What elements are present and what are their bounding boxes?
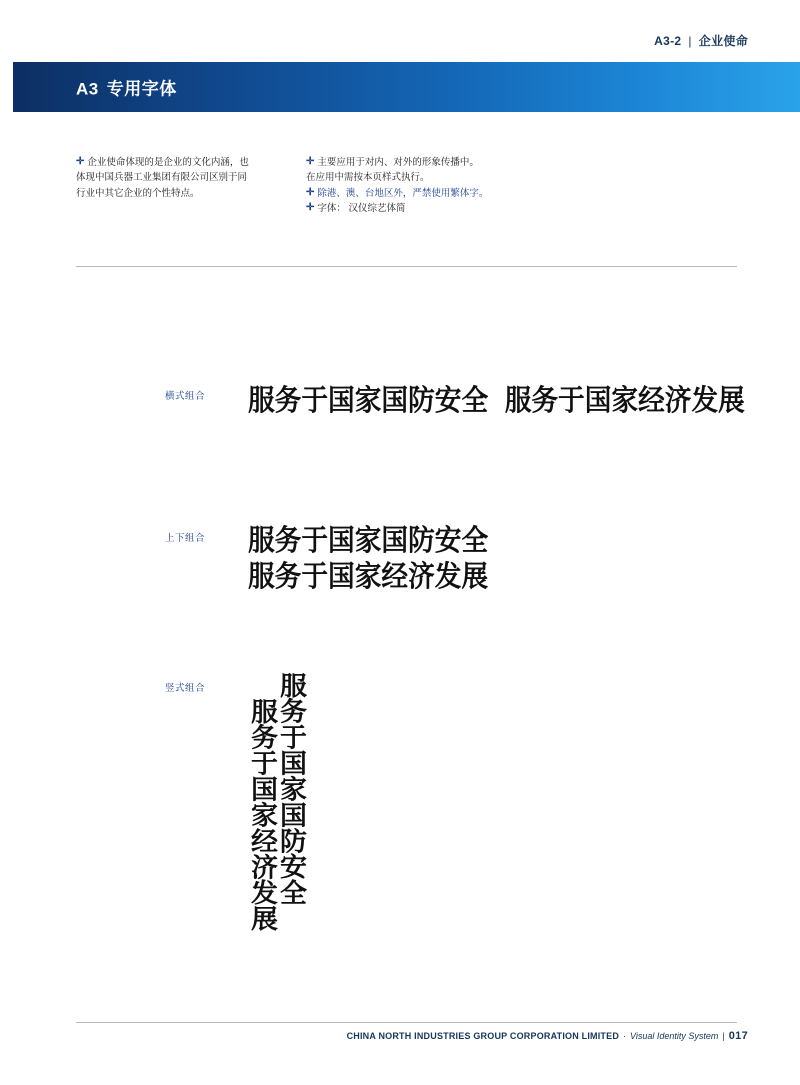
specimen-line-b: 服务于国家经济发展 xyxy=(246,698,277,932)
specimen-text-stacked xyxy=(248,522,488,595)
note-text xyxy=(317,201,726,216)
notes-column-right xyxy=(306,155,726,217)
note-line-text: 除港、澳、台地区外，严禁使用繁体字。 xyxy=(317,187,489,199)
specimen-text-horizontal xyxy=(248,378,745,419)
plus-icon: ✛ xyxy=(306,186,315,198)
specimen-line-b: 服务于国家经济发展 xyxy=(248,559,489,594)
running-head-separator: | xyxy=(688,33,692,48)
note-text xyxy=(76,186,306,201)
specimen-text-vertical xyxy=(248,672,304,941)
running-head-title: 企业使命 xyxy=(698,34,748,48)
note-text xyxy=(317,155,726,170)
specimen-label-horizontal: 横式组合 xyxy=(165,391,206,402)
note-item xyxy=(76,170,306,185)
note-line-text: 主要应用于对内、对外的形象传播中。 xyxy=(317,157,479,168)
running-head xyxy=(654,32,748,49)
note-item xyxy=(306,155,726,170)
plus-icon: ✛ xyxy=(306,156,315,167)
specimen-label-vertical: 竖式组合 xyxy=(165,683,206,694)
specimen-line-a: 服务于国家国防安全 xyxy=(248,523,489,557)
running-head-code: A3-2 xyxy=(654,33,682,48)
specimen-line-a: 服务于国家国防安全 xyxy=(275,672,306,906)
note-line-text: 企业使命体现的是企业的文化内涵，也 xyxy=(87,157,249,168)
note-item xyxy=(76,186,306,201)
page-footer xyxy=(347,1030,748,1042)
footer-dot: · xyxy=(623,1031,627,1041)
section-banner xyxy=(13,62,800,112)
note-line-text: 体现中国兵器工业集团有限公司区别于同 xyxy=(76,172,248,184)
note-item xyxy=(306,201,726,216)
specimen-horizontal xyxy=(0,378,800,438)
section-title: 专用字体 xyxy=(106,79,177,99)
notes-block xyxy=(76,155,736,217)
footer-divider xyxy=(76,1022,737,1023)
section-banner-label xyxy=(76,75,177,100)
plus-icon: ✛ xyxy=(76,156,85,167)
note-line-text: 字体： 汉仪综艺体简 xyxy=(317,203,406,215)
specimen-line-a: 服务于国家国防安全 xyxy=(248,383,489,417)
note-line-text: 在应用中需按本页样式执行。 xyxy=(306,172,430,184)
content-divider xyxy=(76,266,737,267)
note-item xyxy=(76,155,306,170)
footer-company: CHINA NORTH INDUSTRIES GROUP CORPORATION LIMITED xyxy=(346,1031,620,1041)
section-code: A3 xyxy=(76,79,99,99)
specimen-vertical xyxy=(0,672,800,932)
note-line-text: 行业中其它企业的个性特点。 xyxy=(76,187,200,199)
footer-bar: | xyxy=(722,1031,725,1041)
specimen-label-stacked: 上下组合 xyxy=(165,533,206,544)
note-item xyxy=(306,186,726,201)
note-item xyxy=(306,170,726,185)
plus-icon: ✛ xyxy=(306,202,315,214)
note-text xyxy=(87,155,306,170)
specimen-stacked xyxy=(0,522,800,602)
note-text xyxy=(306,170,726,185)
specimen-line-b: 服务于国家经济发展 xyxy=(504,383,745,417)
notes-column-left xyxy=(76,155,306,217)
footer-page-number: 017 xyxy=(728,1030,748,1042)
note-text xyxy=(76,170,306,185)
note-text xyxy=(317,186,726,201)
footer-system: Visual Identity System xyxy=(630,1031,719,1041)
